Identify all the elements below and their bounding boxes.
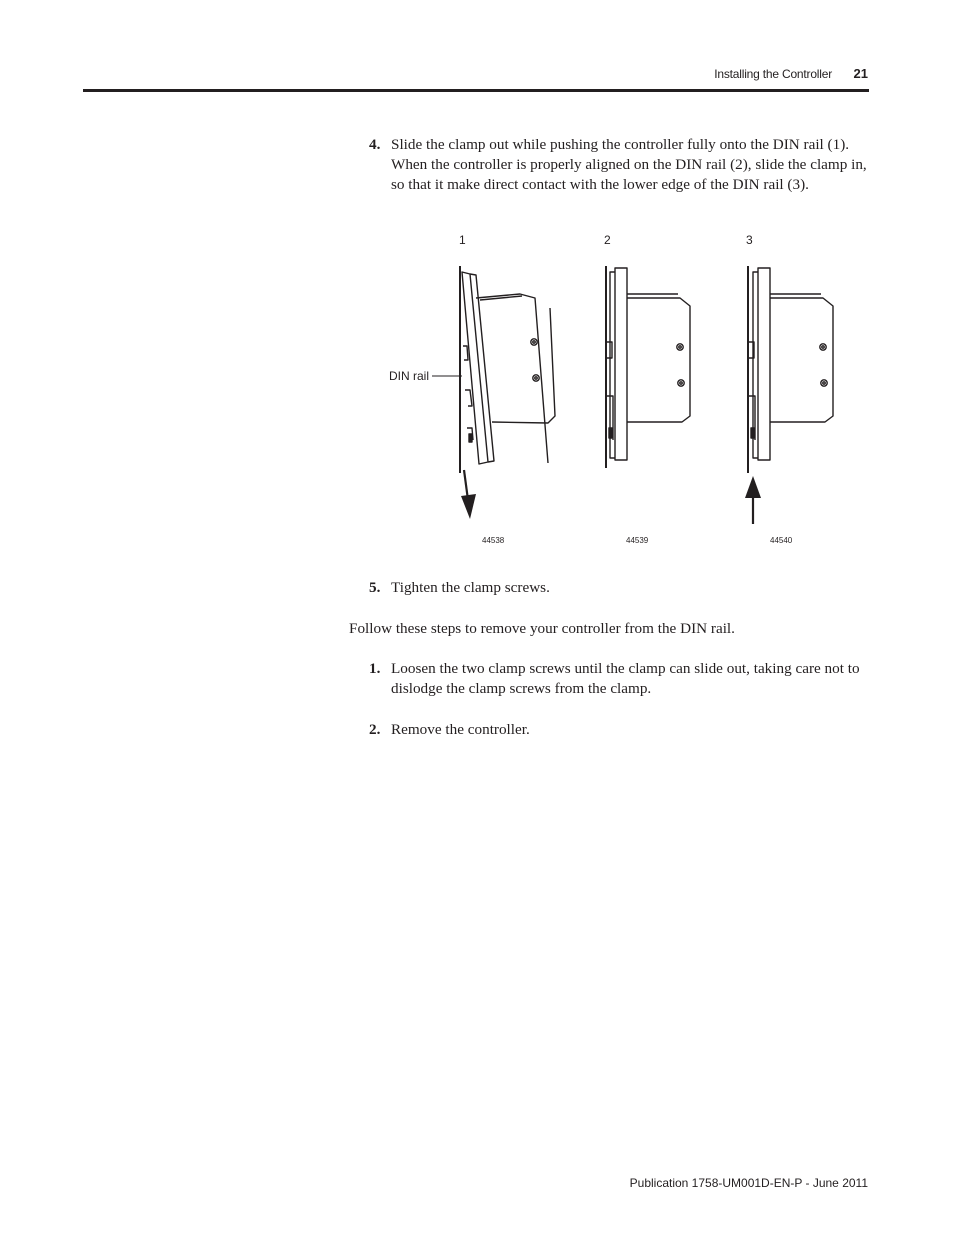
install-step-4 xyxy=(369,135,869,217)
running-header-title: Installing the Controller xyxy=(714,67,832,81)
arrow-up-icon xyxy=(745,476,761,524)
step-number: 2. xyxy=(369,721,381,738)
din-rail-drawing xyxy=(380,228,850,550)
panel-label-3: 3 xyxy=(746,233,753,247)
image-code-3: 44540 xyxy=(770,536,793,545)
step-number: 1. xyxy=(369,660,381,677)
panel-label-2: 2 xyxy=(604,233,611,247)
step-number: 5. xyxy=(369,579,381,596)
controller-drawing-1 xyxy=(432,266,555,473)
panel-label-1: 1 xyxy=(459,233,466,247)
image-code-1: 44538 xyxy=(482,536,505,545)
remove-step-2 xyxy=(369,720,869,740)
removal-intro: Follow these steps to remove your controller from the DIN rail. xyxy=(349,620,735,637)
controller-drawing-2 xyxy=(606,266,690,468)
remove-step-1 xyxy=(369,659,869,699)
step-text: Tighten the clamp screws. xyxy=(391,579,550,596)
header-rule xyxy=(83,89,869,92)
step-text: Slide the clamp out while pushing the controller fully onto the DIN rail (1). When the controller is properly aligned on the DIN rail (2), slide the clamp in, so that it make direct contact with the lower edge of the DIN rail (3). xyxy=(391,136,867,193)
image-code-2: 44539 xyxy=(626,536,649,545)
step-text: Loosen the two clamp screws until the clamp can slide out, taking care not to dislodge the clamp screws from the clamp. xyxy=(391,660,860,697)
step-number: 4. xyxy=(369,136,381,153)
din-rail-callout: DIN rail xyxy=(389,369,430,383)
step-text: Remove the controller. xyxy=(391,721,530,738)
arrow-down-icon xyxy=(461,470,476,519)
controller-drawing-3 xyxy=(748,266,833,473)
publication-footer: Publication 1758-UM001D-EN-P - June 2011 xyxy=(629,1176,868,1190)
install-step-5 xyxy=(369,578,869,598)
din-rail-figure xyxy=(380,228,850,550)
page-number: 21 xyxy=(853,66,868,81)
